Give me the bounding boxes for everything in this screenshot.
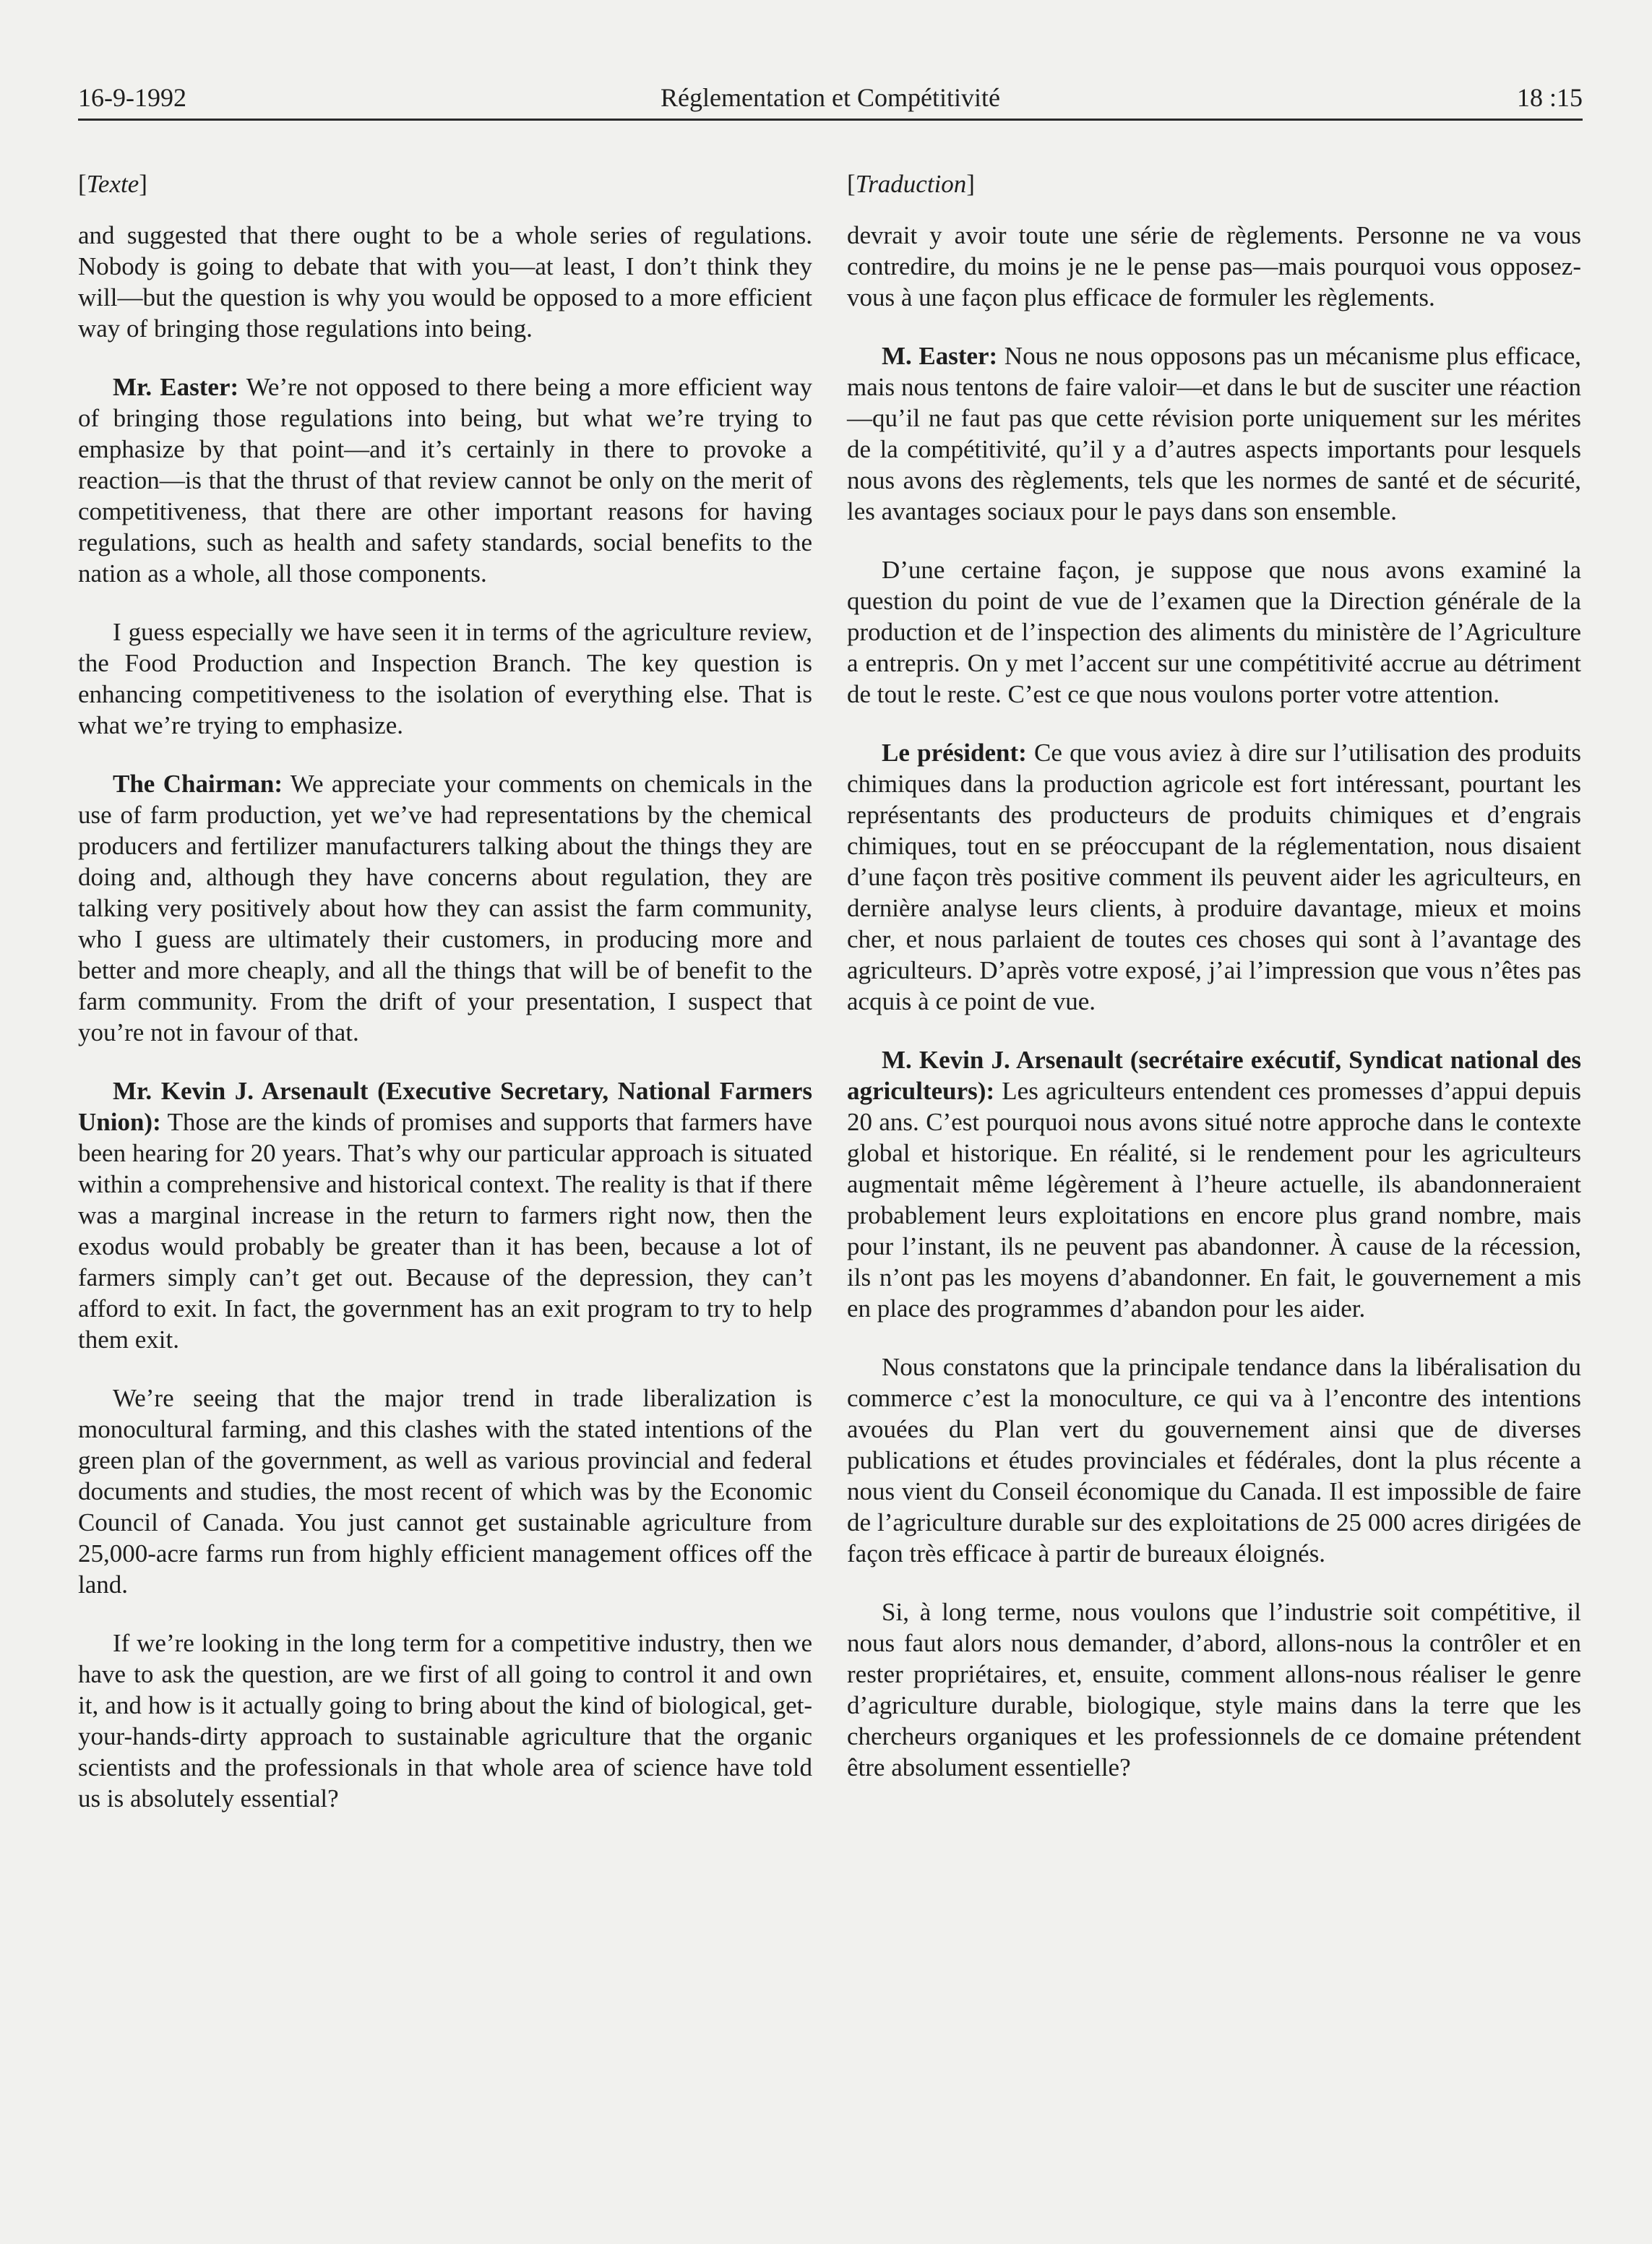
english-column <box>78 169 812 1841</box>
paragraph <box>847 737 1581 1017</box>
paragraph <box>78 768 812 1048</box>
paragraph <box>78 371 812 589</box>
paragraph <box>78 1075 812 1355</box>
speech-text: Ce que vous aviez à dire sur l’utilisation des produits chimiques dans la production agricole est fort intéressant, pourtant les représentants des producteurs de produits chimiques et d’engrais chimiques, tout en se préoccupant de la réglementation, nous disaient d’une façon très positive comment ils peuvent aider les agriculteurs, en dernière analyse leurs clients, à produire davantage, mieux et moins cher, et nous parlaient de toutes ces choses qui sont à l’avantage des agriculteurs. D’après votre exposé, j’ai l’impression que vous n’êtes pas acquis à ce point de vue. <box>847 739 1581 1015</box>
paragraph: I guess especially we have seen it in terms of the agriculture review, the Food Production and Inspection Branch. The key question is enhancing competitiveness to the isolation of everything else. That is what we’re trying to emphasize. <box>78 618 812 739</box>
speaker-name: M. Kevin J. Arsenault (secrétaire exécutif, Syndicat national des agriculteurs): <box>847 1046 1581 1105</box>
speaker-name: The Chairman: <box>113 770 283 798</box>
french-column <box>847 169 1581 1810</box>
paragraph: We’re seeing that the major trend in trade liberalization is monocultural farming, and this clashes with the stated intentions of the green plan of the government, as well as various provincial and federal documents and studies, the most recent of which was by the Economic Council of Canada. You just cannot get sustainable agriculture from 25,000-acre farms run from highly efficient management offices off the land. <box>78 1384 812 1599</box>
column-label-texte: [Texte] <box>78 170 147 198</box>
speech-text: We’re not opposed to there being a more efficient way of bringing those regulations into being, but what we’re trying to emphasize by that point—and it’s certainly in there to provoke a reaction—is that the thrust of that review cannot be only on the merit of competitiveness, that there are other important reasons for having regulations, such as health and safety standards, social benefits to the nation as a whole, all those components. <box>78 373 812 588</box>
paragraph: Si, à long terme, nous voulons que l’industrie soit compétitive, il nous faut alors nous demander, d’abord, allons-nous la contrôler et en rester propriétaires, et, ensuite, comment allons-nous réaliser le genre d’agriculture durable, biologique, style mains dans la terre que les chercheurs organiques et les professionnels de ce domaine prétendent être absolument essentielle? <box>847 1598 1581 1781</box>
speech-text: Those are the kinds of promises and supports that farmers have been hearing for 20 years. That’s why our particular approach is situated within a comprehensive and historical context. The reality is that if there was a marginal increase in the return to farmers right now, then the exodus would probably be greater than it has been, because a lot of farmers simply can’t get out. Because of the depression, they can’t afford to exit. In fact, the government has an exit program to try to help them exit. <box>78 1108 812 1354</box>
paragraph: devrait y avoir toute une série de règlements. Personne ne va vous contredire, du moins je ne le pense pas—mais pourquoi vous opposez-vous à une façon plus efficace de formuler les règlements. <box>847 221 1581 311</box>
header-title: Réglementation et Compétitivité <box>661 83 1000 112</box>
column-label-traduction: [Traduction] <box>847 170 975 198</box>
speech-text: We appreciate your comments on chemicals in the use of farm production, yet we’ve had representations by the chemical producers and fertilizer manufacturers talking about the things they are doing and, although they have concerns about regulation, they are talking very positively about how they can assist the farm community, who I guess are ultimately their customers, in producing more and better and more cheaply, and all the things that will be of benefit to the farm community. From the drift of your presentation, I suspect that you’re not in favour of that. <box>78 770 812 1046</box>
speaker-name: Mr. Kevin J. Arsenault (Executive Secretary, National Farmers Union): <box>78 1077 812 1136</box>
speech-text: Nous ne nous opposons pas un mécanisme plus efficace, mais nous tentons de faire valoir—et dans le but de susciter une réaction—qu’il ne faut pas que cette révision porte uniquement sur les mérites de la compétitivité, qu’il y a d’autres aspects importants pour lesquels nous avons des règlements, tels que les normes de santé et de sécurité, les avantages sociaux pour le pays dans son ensemble. <box>847 342 1581 525</box>
speaker-name: Le président: <box>882 739 1027 767</box>
paragraph <box>847 340 1581 527</box>
paragraph: If we’re looking in the long term for a competitive industry, then we have to ask the question, are we first of all going to control it and own it, and how is it actually going to bring about the kind of biological, get-your-hands-dirty approach to sustainable agriculture that the organic scientists and the professionals in that whole area of science have told us is absolutely essential? <box>78 1629 812 1813</box>
speaker-name: Mr. Easter: <box>113 373 239 401</box>
paragraph: Nous constatons que la principale tendance dans la libéralisation du commerce c’est la monoculture, ce qui va à l’encontre des intentions avouées du Plan vert du gouvernement ainsi que de diverses publications et études provinciales et fédérales, dont la plus récente a nous vient du Conseil économique du Canada. Il est impossible de faire de l’agriculture durable sur des exploitations de 25 000 acres dirigées de façon très efficace à partir de bureaux éloignés. <box>847 1353 1581 1568</box>
paragraph: and suggested that there ought to be a whole series of regulations. Nobody is going to debate that with you—at least, I don’t think they will—but the question is why you would be opposed to a more efficient way of bringing those regulations into being. <box>78 221 812 343</box>
paragraph: D’une certaine façon, je suppose que nous avons examiné la question du point de vue de l’examen que la Direction générale de la production et de l’inspection des aliments du ministère de l’Agriculture a entrepris. On y met l’accent sur une compétitivité accrue au détriment de tout le reste. C’est ce que nous voulons porter votre attention. <box>847 556 1581 708</box>
column-label-word: Traduction <box>855 170 967 198</box>
column-label-word: Texte <box>86 170 139 198</box>
speech-text: Les agriculteurs entendent ces promesses d’appui depuis 20 ans. C’est pourquoi nous avons situé notre approche dans le contexte global et historique. En réalité, si le rendement pour les agriculteurs augmentait même légèrement à l’heure actuelle, ils abandonneraient probablement leurs exploitations en encore plus grand nombre, mais pour l’instant, ils ne peuvent pas abandonner. À cause de la récession, ils n’ont pas les moyens d’abandonner. En fait, le gouvernement a mis en place des programmes d’abandon pour les aider. <box>847 1077 1581 1323</box>
speaker-name: M. Easter: <box>882 342 998 370</box>
header-page-number: 18 :15 <box>1516 83 1583 112</box>
paragraph <box>847 1044 1581 1324</box>
page-header <box>78 75 1583 121</box>
header-date: 16-9-1992 <box>78 83 186 112</box>
